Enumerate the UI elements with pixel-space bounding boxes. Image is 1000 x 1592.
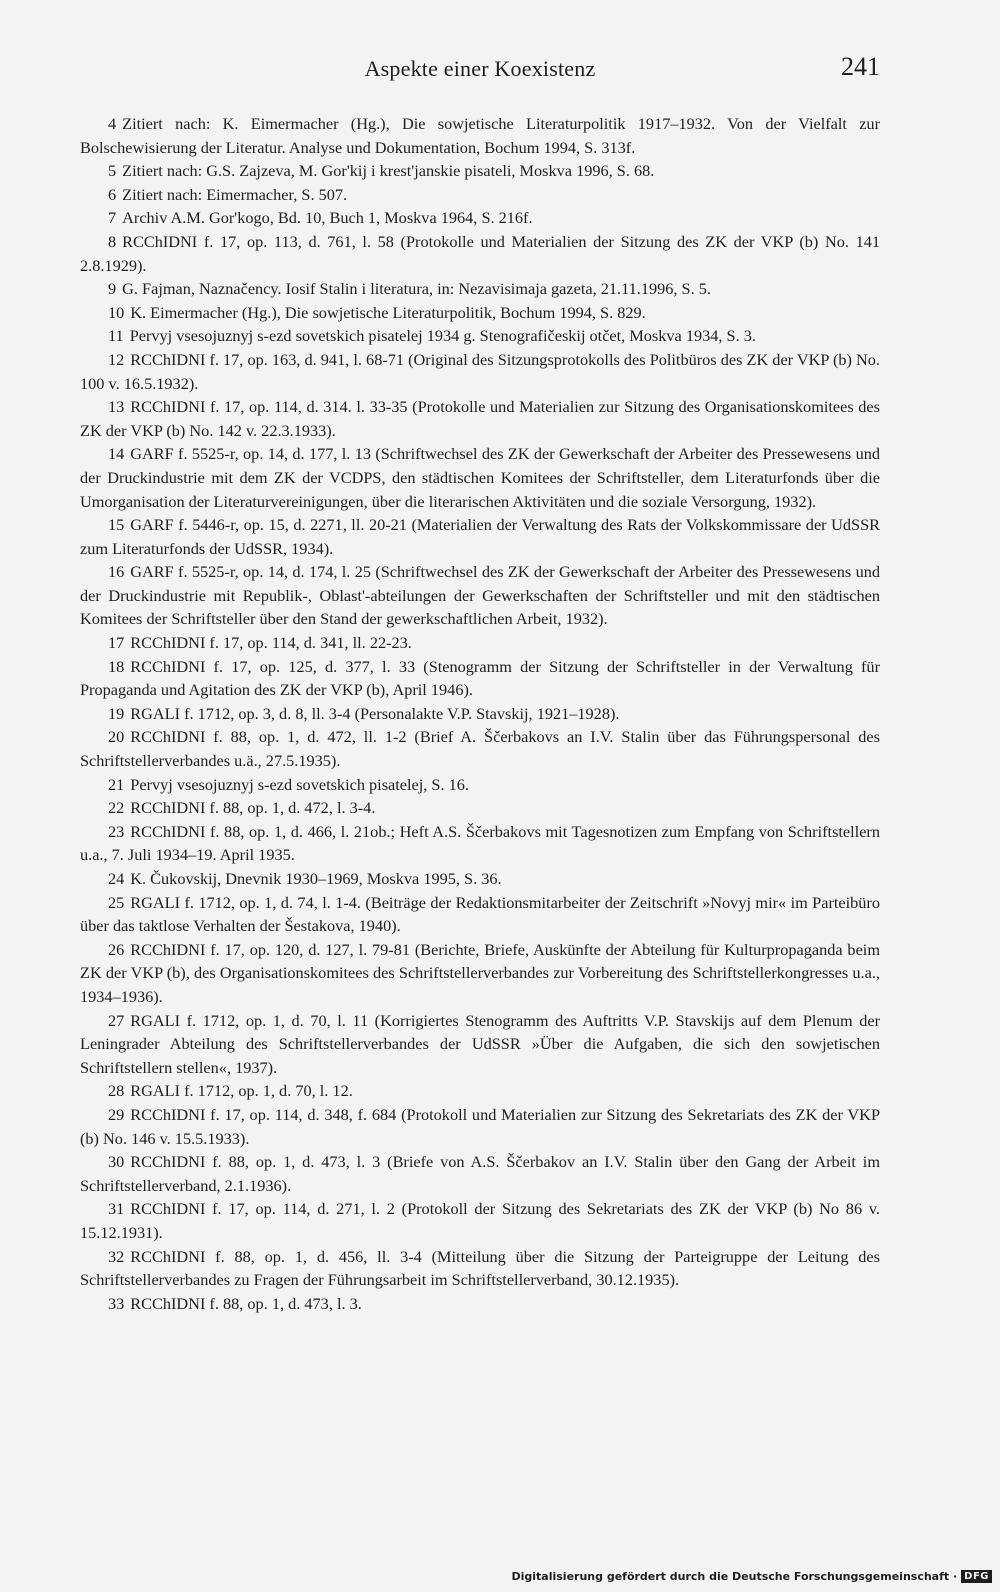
endnote-text: RCChIDNI f. 17, op. 114, d. 341, ll. 22-23. bbox=[130, 633, 412, 653]
endnote bbox=[80, 655, 880, 702]
endnote bbox=[80, 301, 880, 325]
endnote bbox=[80, 560, 880, 631]
endnote-text: RCChIDNI f. 17, op. 114, d. 271, l. 2 (Protokoll der Sitzung des Sekretariats des ZK der VKP (b) No 86 v. 15.12.1931). bbox=[80, 1199, 880, 1242]
endnote-number: 10 bbox=[108, 302, 125, 322]
endnote bbox=[80, 938, 880, 1009]
page-number: 241 bbox=[841, 52, 880, 81]
endnote-text: RCChIDNI f. 88, op. 1, d. 472, ll. 1-2 (Brief A. Ščerbakovs an I.V. Stalin über das Führungspersonal des Schriftstellerverbandes u.ä., 27.5.1935). bbox=[80, 727, 880, 771]
endnote bbox=[80, 1292, 880, 1316]
endnote-number: 5 bbox=[108, 161, 117, 181]
endnote-number: 20 bbox=[108, 727, 125, 747]
endnote-number: 28 bbox=[108, 1081, 125, 1101]
endnote bbox=[80, 348, 880, 395]
endnote-number: 13 bbox=[108, 397, 125, 417]
endnote bbox=[80, 442, 880, 513]
endnote-number: 14 bbox=[108, 444, 125, 464]
endnote-number: 31 bbox=[108, 1199, 125, 1219]
endnote-number: 7 bbox=[108, 208, 117, 228]
endnote-number: 11 bbox=[108, 326, 124, 346]
endnote-number: 16 bbox=[108, 562, 125, 582]
endnote-text: GARF f. 5525-r, op. 14, d. 177, l. 13 (Schriftwechsel des ZK der Gewerkschaft der Arbeiter des Pressewesens und der Druckindustrie mit dem ZK der VCDPS, den städtischen Komitees der Schriftsteller, dem Literaturfonds über die Umorganisation der Literaturvereinigungen, über die literarischen Aktivitäten und die soziale Versorgung, 1932). bbox=[80, 444, 880, 511]
endnote-number: 18 bbox=[108, 656, 125, 676]
endnote-number: 25 bbox=[108, 892, 125, 912]
endnote bbox=[80, 183, 880, 207]
endnote-number: 30 bbox=[108, 1152, 125, 1172]
endnote bbox=[80, 891, 880, 938]
endnote bbox=[80, 725, 880, 772]
endnote bbox=[80, 631, 880, 655]
endnote-text: RGALI f. 1712, op. 3, d. 8, ll. 3-4 (Personalakte V.P. Stavskij, 1921–1928). bbox=[130, 703, 620, 723]
endnote-text: RGALI f. 1712, op. 1, d. 74, l. 1-4. (Beiträge der Redaktionsmitarbeiter der Zeitschrift »Novyj mir« im Parteibüro über das taktlose Verhalten der Šestakova, 1940). bbox=[80, 892, 880, 936]
endnote-number: 6 bbox=[108, 184, 117, 204]
endnote bbox=[80, 159, 880, 183]
endnote-text: RCChIDNI f. 17, op. 125, d. 377, l. 33 (Stenogramm der Sitzung der Schriftsteller in der Verwaltung für Propaganda und Agitation des ZK der VKP (b), April 1946). bbox=[80, 656, 880, 700]
endnote-text: Zitiert nach: G.S. Zajzeva, M. Gor'kij i krest'janskie pisateli, Moskva 1996, S. 68. bbox=[122, 161, 655, 181]
endnote-text: RCChIDNI f. 17, op. 113, d. 761, l. 58 (Protokolle und Materialien der Sitzung des ZK der VKP (b) No. 141 2.8.1929). bbox=[80, 231, 880, 275]
endnote bbox=[80, 702, 880, 726]
endnote-text: RCChIDNI f. 88, op. 1, d. 472, l. 3-4. bbox=[130, 798, 376, 818]
endnote-number: 24 bbox=[108, 869, 125, 888]
endnote-number: 21 bbox=[108, 774, 125, 794]
endnote-text: RCChIDNI f. 88, op. 1, d. 466, l. 21ob.; Heft A.S. Ščerbakovs mit Tagesnotizen zum Empfang von Schriftstellern u.a., 7. Juli 1934–19. April 1935. bbox=[80, 821, 880, 865]
endnote bbox=[80, 230, 880, 277]
endnote bbox=[80, 206, 880, 230]
endnote-number: 12 bbox=[108, 349, 125, 369]
endnote bbox=[80, 395, 880, 442]
endnote-text: GARF f. 5446-r, op. 15, d. 2271, ll. 20-21 (Materialien der Verwaltung des Rats der Volkskommissare der UdSSR zum Literaturfonds der UdSSR, 1934). bbox=[80, 515, 880, 558]
endnote-text: G. Fajman, Naznačency. Iosif Stalin i literatura, in: Nezavisimaja gazeta, 21.11.1996, S. 5. bbox=[122, 279, 711, 299]
endnote-number: 19 bbox=[108, 703, 125, 723]
endnote-number: 8 bbox=[108, 231, 117, 251]
endnote bbox=[80, 324, 880, 348]
endnote-text: RCChIDNI f. 88, op. 1, d. 473, l. 3. bbox=[130, 1293, 362, 1313]
endnote-number: 29 bbox=[108, 1104, 125, 1124]
endnote-number: 33 bbox=[108, 1293, 125, 1313]
endnote bbox=[80, 1197, 880, 1244]
endnote-text: K. Čukovskij, Dnevnik 1930–1969, Moskva 1995, S. 36. bbox=[130, 869, 502, 888]
endnote-number: 9 bbox=[108, 279, 117, 299]
endnote bbox=[80, 796, 880, 820]
endnote-number: 32 bbox=[108, 1246, 125, 1266]
endnote-number: 4 bbox=[108, 114, 117, 133]
endnote bbox=[80, 820, 880, 867]
endnote-text: Pervyj vsesojuznyj s-ezd sovetskich pisatelej, S. 16. bbox=[130, 774, 469, 794]
endnote bbox=[80, 1103, 880, 1150]
endnote-text: RCChIDNI f. 17, op. 120, d. 127, l. 79-81 (Berichte, Briefe, Auskünfte der Abteilung für Kulturpropaganda beim ZK der VKP (b), des Organisationskomitees des Schriftstellerverbandes zur Vorbereitung des Schriftstellerkongresses u.a., 1934–1936). bbox=[80, 939, 880, 1006]
endnote-text: Archiv A.M. Gor'kogo, Bd. 10, Buch 1, Moskva 1964, S. 216f. bbox=[122, 208, 533, 228]
endnote-text: RCChIDNI f. 88, op. 1, d. 473, l. 3 (Briefe von A.S. Ščerbakov an I.V. Stalin über den Gang der Arbeit im Schriftstellerverband, 2.1.1936). bbox=[80, 1152, 880, 1195]
endnote-text: RGALI f. 1712, op. 1, d. 70, l. 11 (Korrigiertes Stenogramm des Auftritts V.P. Stavskijs auf dem Plenum der Leningrader Abteilung des Schriftstellerverbandes der UdSSR »Über die Aufgaben, die sich den sowjetischen Schriftstellern stellen«, 1937). bbox=[80, 1010, 880, 1077]
endnote bbox=[80, 112, 880, 159]
digitization-credit bbox=[511, 1566, 992, 1586]
endnote-text: RCChIDNI f. 17, op. 163, d. 941, l. 68-71 (Original des Sitzungsprotokolls des Politbüros des ZK der VKP (b) No. 100 v. 16.5.1932). bbox=[80, 349, 880, 393]
endnote-text: Zitiert nach: Eimermacher, S. 507. bbox=[122, 184, 348, 204]
endnote-number: 22 bbox=[108, 798, 125, 818]
endnotes-list bbox=[80, 112, 880, 1315]
credit-text: Digitalisierung gefördert durch die Deutsche Forschungsgemeinschaft · bbox=[511, 1569, 958, 1583]
endnote bbox=[80, 277, 880, 301]
endnote-text: Zitiert nach: K. Eimermacher (Hg.), Die sowjetische Literaturpolitik 1917–1932. Von der Vielfalt zur Bolschewisierung der Literatur. Analyse und Dokumentation, Bochum 1994, S. 313f. bbox=[80, 114, 880, 157]
endnote-text: RGALI f. 1712, op. 1, d. 70, l. 12. bbox=[130, 1081, 353, 1101]
endnote bbox=[80, 513, 880, 560]
dfg-logo: DFG bbox=[961, 1570, 992, 1583]
endnote bbox=[80, 1079, 880, 1103]
endnote bbox=[80, 867, 880, 891]
endnote-text: RCChIDNI f. 88, op. 1, d. 456, ll. 3-4 (Mitteilung über die Sitzung der Parteigruppe der Leitung des Schriftstellerverbandes zu Fragen der Führungsarbeit im Schriftstellerverband, 30.12.1935). bbox=[80, 1246, 880, 1290]
endnote-number: 23 bbox=[108, 821, 125, 841]
endnote-number: 27 bbox=[108, 1010, 125, 1030]
endnote-number: 15 bbox=[108, 515, 125, 535]
endnote-text: RCChIDNI f. 17, op. 114, d. 314. l. 33-35 (Protokolle und Materialien zur Sitzung des Organisationskomitees des ZK der VKP (b) No. 142 v. 22.3.1933). bbox=[80, 397, 880, 440]
endnote-number: 17 bbox=[108, 633, 125, 653]
endnote-text: K. Eimermacher (Hg.), Die sowjetische Literaturpolitik, Bochum 1994, S. 829. bbox=[130, 302, 646, 322]
running-title: Aspekte einer Koexistenz bbox=[364, 56, 596, 81]
endnote-text: RCChIDNI f. 17, op. 114, d. 348, f. 684 (Protokoll und Materialien zur Sitzung des Sekretariats des ZK der VKP (b) No. 146 v. 15.5.1933). bbox=[80, 1104, 880, 1148]
endnote-text: GARF f. 5525-r, op. 14, d. 174, l. 25 (Schriftwechsel des ZK der Gewerkschaft der Arbeiter des Pressewesens und der Druckindustrie mit Republik-, Oblast'-abteilungen der Gewerkschaften der Schriftsteller und mit den städtischen Komitees der Schriftsteller über den Stand der gewerkschaftlichen Arbeit, 1932). bbox=[80, 562, 880, 629]
endnote-number: 26 bbox=[108, 939, 125, 959]
endnote bbox=[80, 773, 880, 797]
page-header bbox=[80, 50, 880, 90]
endnote bbox=[80, 1245, 880, 1292]
endnote-text: Pervyj vsesojuznyj s-ezd sovetskich pisatelej 1934 g. Stenografičeskij otčet, Moskva 1934, S. 3. bbox=[129, 326, 756, 346]
endnote bbox=[80, 1009, 880, 1080]
endnote bbox=[80, 1150, 880, 1197]
